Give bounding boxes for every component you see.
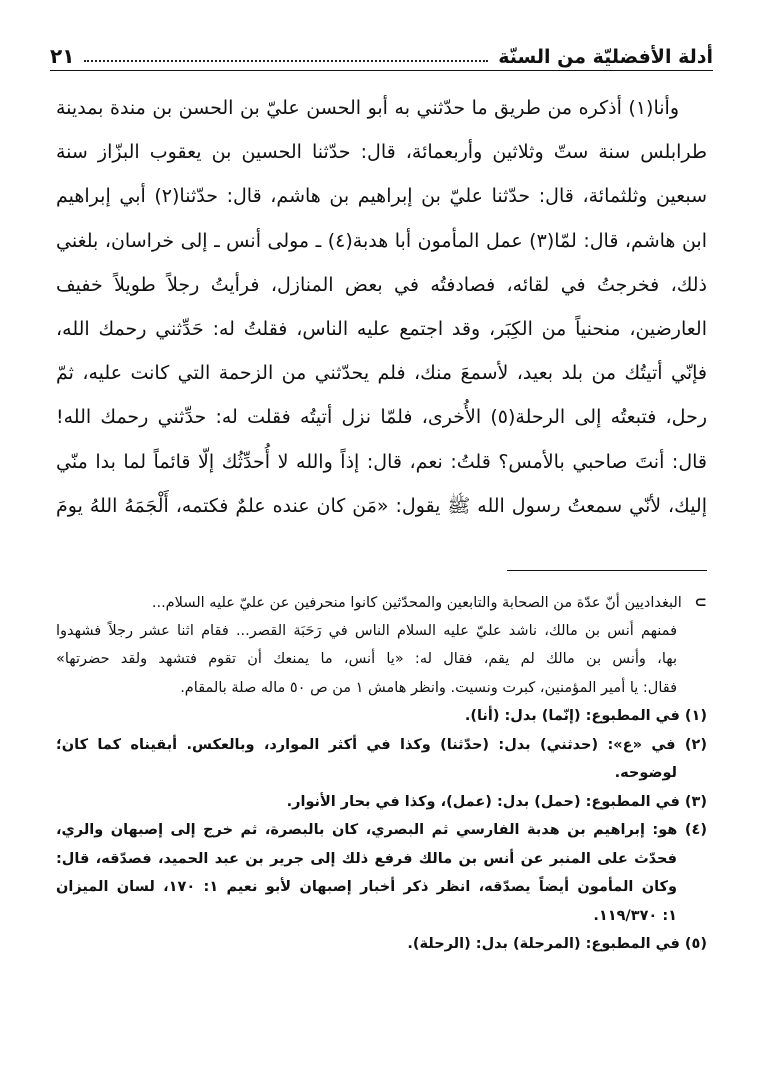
- running-title: أدلة الأفضليّة من السنّة: [498, 46, 713, 68]
- footnote-continuation-line: بها، وأنس بن مالك لم يقم، فقال له: «يا أنس، ما يمنعك أن تقوم فتشهد ولقد حضرتها»: [56, 651, 677, 667]
- main-line: رحل، فتبعتُه إلى الرحلة(٥) الأُخرى، فلمّا نزل أتيتُه فقلت له: حدِّثني رحمك الله!: [56, 406, 707, 429]
- footnote-2-cont: لوضوحه.: [614, 765, 677, 781]
- footnote-4-cont: ١: ١١٩/٣٧٠.: [593, 907, 677, 924]
- main-line: إليك، لأنّي سمعتُ رسول الله ﷺ يقول: «مَن كان عنده علمٌ فكتمه، أَلْجَمَهُ اللهُ يومَ: [56, 494, 707, 517]
- header-rule: [50, 70, 713, 71]
- page-header: [50, 30, 713, 68]
- footnotes: [56, 588, 707, 959]
- main-text: [56, 86, 707, 528]
- footnote-separator: [507, 570, 707, 571]
- main-line: العارضين، منحنياً من الكِبَر، وقد اجتمع عليه الناس، فقلتُ له: حَدِّثني رحمك الله،: [56, 317, 707, 340]
- footnote-4: (٤) هو: إبراهيم بن هدبة الفارسي ثم البصري، كان بالبصرة، ثم خرج إلى إصبهان والري،: [56, 822, 707, 838]
- footnote-2: (٢) في «ع»: (حدثني) بدل: (حدّثنا) وكذا في أكثر الموارد، وبالعكس. أبقيناه كما كان؛: [56, 736, 707, 753]
- main-line: سبعين وثلثمائة، قال: حدّثنا عليّ بن إبراهيم بن هاشم، قال: حدّثنا(٢) أبي إبراهيم: [56, 185, 707, 208]
- main-line: ابن هاشم، قال: لمّا(٣) عمل المأمون أبا هدبة(٤) ـ مولى أنس ـ إلى خراسان، بلغني: [56, 229, 707, 252]
- footnote-4-cont: وكان المأمون أيضاً يصدّقه، انظر ذكر أخبار إصبهان لأبو نعيم ١: ١٧٠، لسان الميزان: [56, 879, 677, 895]
- footnote-3: (٣) في المطبوع: (حمل) بدل: (عمل)، وكذا في بحار الأنوار.: [286, 793, 707, 810]
- main-line: فإنّي أتيتُك من بلد بعيد، لأسمعَ منك، فلم يحدّثني من الزحمة التي كانت عليه، ثمّ: [56, 362, 707, 385]
- footnote-continuation-text: البغداديين أنّ عدّة من الصحابة والتابعين والمحدّثين كانوا منحرفين عن عليّ عليه السلام...: [151, 595, 682, 611]
- main-line: قال: أنتَ صاحبي بالأمس؟ قلتُ: نعم، قال: إذاً والله لا أُحدِّثُك إلّا قائماً لما بدا منّي: [56, 450, 707, 473]
- dotted-leader: [84, 60, 488, 62]
- page-number: ٢١: [50, 44, 75, 68]
- main-line: طرابلس سنة ستّ وثلاثين وأربعمائة، قال: حدّثنا الحسين بن يعقوب البزّاز سنة: [56, 141, 707, 164]
- main-line: وأنا(١) أذكره من طريق ما حدّثني به أبو الحسن عليّ بن الحسن بن مندة بمدينة: [56, 97, 679, 119]
- footnote-continuation-line: فقال: يا أمير المؤمنين، كبرت ونسيت. وانظر هامش ١ من ص ٥٠ ماله صلة بالمقام.: [180, 679, 677, 696]
- main-line: ذلك، فخرجتُ في لقائه، فصادفتُه في بعض المنازل، فرأيتُ رجلاً طويلاً خفيف: [56, 273, 707, 296]
- footnote-continuation-line: [56, 588, 707, 617]
- footnote-5: (٥) في المطبوع: (المرحلة) بدل: (الرحلة).: [407, 936, 707, 952]
- continuation-arrow-icon: ⊃: [694, 593, 707, 611]
- footnote-1: (١) في المطبوع: (إنّما) بدل: (أنا).: [464, 708, 707, 724]
- footnote-4-cont: فحدّث على المنبر عن أنس بن مالك فرفع ذلك إلى جرير بن عبد الحميد، فصدّقه، قال:: [56, 850, 677, 867]
- footnote-continuation-line: فمنهم أنس بن مالك، ناشد عليّ عليه السلام الناس في رَحَبَة القصر... فقام اثنا عشر رجلاً فشهدوا: [56, 622, 677, 639]
